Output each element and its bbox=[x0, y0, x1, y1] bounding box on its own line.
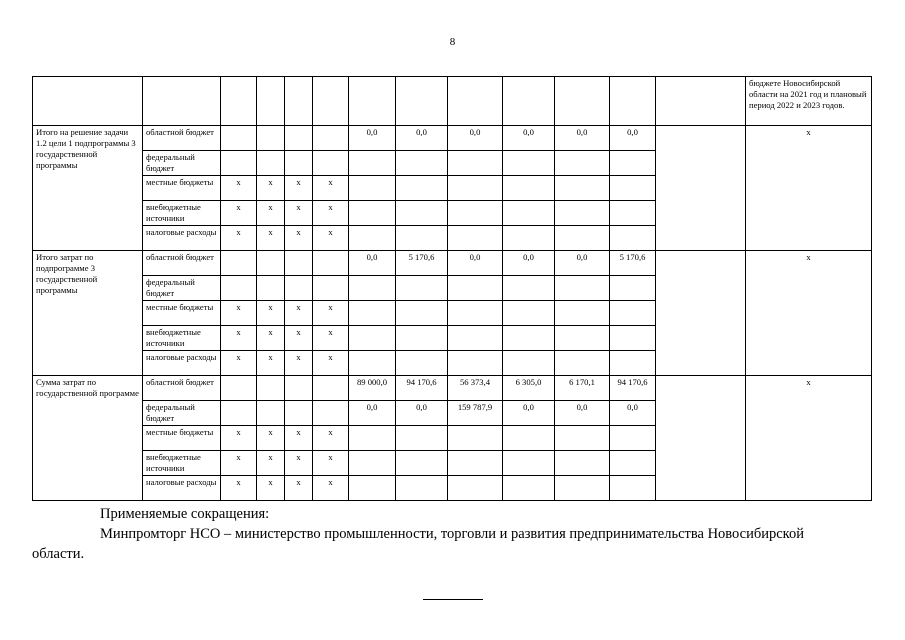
mark-cell: x bbox=[221, 326, 257, 351]
empty-cell bbox=[656, 251, 746, 376]
mark-cell: x bbox=[221, 426, 257, 451]
value-cell: 5 170,6 bbox=[610, 251, 656, 276]
mark-cell: x bbox=[221, 476, 257, 501]
group-label: Итого затрат по подпрограмме 3 государственной программы bbox=[33, 251, 143, 376]
mark-cell: x bbox=[313, 301, 349, 326]
value-cell bbox=[503, 301, 555, 326]
mark-cell: x bbox=[257, 451, 285, 476]
funding-source: областной бюджет bbox=[143, 376, 221, 401]
value-cell: 6 170,1 bbox=[555, 376, 610, 401]
value-cell: 159 787,9 bbox=[448, 401, 503, 426]
mark-cell: x bbox=[313, 176, 349, 201]
value-cell bbox=[349, 201, 396, 226]
value-cell bbox=[610, 351, 656, 376]
mark-cell: x bbox=[221, 351, 257, 376]
value-cell bbox=[555, 276, 610, 301]
value-cell bbox=[555, 226, 610, 251]
group-label: Сумма затрат по государственной программе bbox=[33, 376, 143, 501]
mark-cell bbox=[257, 126, 285, 151]
notes-line-2: области. bbox=[32, 546, 85, 562]
mark-cell bbox=[285, 126, 313, 151]
mark-cell: x bbox=[285, 451, 313, 476]
value-cell: 0,0 bbox=[349, 126, 396, 151]
value-cell bbox=[610, 301, 656, 326]
result-cell: x bbox=[746, 251, 872, 376]
value-cell bbox=[555, 326, 610, 351]
mark-cell: x bbox=[221, 451, 257, 476]
mark-cell: x bbox=[285, 201, 313, 226]
value-cell bbox=[448, 476, 503, 501]
value-cell bbox=[396, 426, 448, 451]
funding-source: налоговые расходы bbox=[143, 351, 221, 376]
value-cell bbox=[610, 451, 656, 476]
mark-cell bbox=[257, 251, 285, 276]
mark-cell: x bbox=[313, 451, 349, 476]
value-cell: 94 170,6 bbox=[396, 376, 448, 401]
mark-cell: x bbox=[285, 176, 313, 201]
value-cell: 89 000,0 bbox=[349, 376, 396, 401]
mark-cell: x bbox=[313, 426, 349, 451]
mark-cell: x bbox=[257, 426, 285, 451]
value-cell bbox=[448, 426, 503, 451]
mark-cell bbox=[285, 401, 313, 426]
mark-cell: x bbox=[221, 176, 257, 201]
value-cell bbox=[555, 426, 610, 451]
funding-source: федеральный бюджет bbox=[143, 151, 221, 176]
mark-cell: x bbox=[257, 476, 285, 501]
value-cell bbox=[448, 326, 503, 351]
header-note: бюджете Новосибирской области на 2021 год и плановый период 2022 и 2023 годов. bbox=[746, 77, 872, 126]
mark-cell bbox=[257, 276, 285, 301]
value-cell bbox=[349, 426, 396, 451]
value-cell bbox=[555, 451, 610, 476]
value-cell bbox=[610, 426, 656, 451]
value-cell: 56 373,4 bbox=[448, 376, 503, 401]
result-cell: x bbox=[746, 376, 872, 501]
value-cell bbox=[503, 326, 555, 351]
funding-source: внебюджетные источники bbox=[143, 451, 221, 476]
mark-cell bbox=[257, 401, 285, 426]
mark-cell: x bbox=[285, 326, 313, 351]
value-cell: 0,0 bbox=[503, 126, 555, 151]
mark-cell: x bbox=[285, 476, 313, 501]
value-cell: 0,0 bbox=[503, 401, 555, 426]
value-cell: 0,0 bbox=[349, 401, 396, 426]
value-cell: 0,0 bbox=[555, 251, 610, 276]
value-cell bbox=[349, 176, 396, 201]
table-row bbox=[33, 126, 872, 151]
funding-source: местные бюджеты bbox=[143, 426, 221, 451]
value-cell bbox=[448, 226, 503, 251]
value-cell bbox=[448, 301, 503, 326]
value-cell bbox=[349, 326, 396, 351]
mark-cell: x bbox=[221, 226, 257, 251]
funding-source: налоговые расходы bbox=[143, 476, 221, 501]
funding-source: местные бюджеты bbox=[143, 301, 221, 326]
value-cell bbox=[396, 451, 448, 476]
group-label: Итого на решение задачи 1.2 цели 1 подпрограммы 3 государственной программы bbox=[33, 126, 143, 251]
value-cell bbox=[503, 426, 555, 451]
mark-cell: x bbox=[257, 201, 285, 226]
mark-cell: x bbox=[257, 176, 285, 201]
value-cell bbox=[448, 151, 503, 176]
value-cell bbox=[448, 201, 503, 226]
value-cell: 0,0 bbox=[555, 401, 610, 426]
funding-source: местные бюджеты bbox=[143, 176, 221, 201]
value-cell: 0,0 bbox=[610, 401, 656, 426]
mark-cell bbox=[221, 276, 257, 301]
mark-cell bbox=[313, 151, 349, 176]
mark-cell bbox=[221, 376, 257, 401]
value-cell bbox=[396, 201, 448, 226]
mark-cell: x bbox=[285, 301, 313, 326]
abbreviations-notes bbox=[32, 504, 877, 564]
value-cell bbox=[503, 151, 555, 176]
page-number: 8 bbox=[449, 36, 456, 48]
value-cell bbox=[448, 176, 503, 201]
mark-cell bbox=[285, 276, 313, 301]
value-cell bbox=[396, 276, 448, 301]
value-cell bbox=[448, 351, 503, 376]
value-cell: 6 305,0 bbox=[503, 376, 555, 401]
result-cell: x bbox=[746, 126, 872, 251]
mark-cell: x bbox=[313, 226, 349, 251]
mark-cell: x bbox=[285, 351, 313, 376]
mark-cell bbox=[285, 151, 313, 176]
table-row bbox=[33, 376, 872, 401]
value-cell bbox=[610, 176, 656, 201]
mark-cell bbox=[221, 151, 257, 176]
value-cell bbox=[503, 451, 555, 476]
value-cell bbox=[349, 151, 396, 176]
value-cell: 94 170,6 bbox=[610, 376, 656, 401]
value-cell: 5 170,6 bbox=[396, 251, 448, 276]
empty-cell bbox=[656, 376, 746, 501]
value-cell: 0,0 bbox=[448, 251, 503, 276]
mark-cell bbox=[221, 251, 257, 276]
value-cell bbox=[503, 276, 555, 301]
mark-cell: x bbox=[285, 226, 313, 251]
funding-source: внебюджетные источники bbox=[143, 201, 221, 226]
table-header-row bbox=[33, 77, 872, 126]
value-cell bbox=[396, 301, 448, 326]
mark-cell bbox=[313, 276, 349, 301]
value-cell bbox=[349, 226, 396, 251]
value-cell bbox=[349, 351, 396, 376]
value-cell bbox=[503, 201, 555, 226]
mark-cell bbox=[285, 251, 313, 276]
mark-cell: x bbox=[313, 351, 349, 376]
value-cell bbox=[610, 201, 656, 226]
value-cell bbox=[555, 476, 610, 501]
value-cell bbox=[349, 476, 396, 501]
value-cell bbox=[396, 326, 448, 351]
value-cell: 0,0 bbox=[349, 251, 396, 276]
value-cell: 0,0 bbox=[610, 126, 656, 151]
notes-heading: Применяемые сокращения: bbox=[100, 506, 270, 522]
value-cell bbox=[503, 176, 555, 201]
value-cell bbox=[610, 276, 656, 301]
empty-cell bbox=[656, 126, 746, 251]
value-cell bbox=[349, 301, 396, 326]
value-cell bbox=[555, 176, 610, 201]
value-cell bbox=[555, 151, 610, 176]
mark-cell bbox=[257, 376, 285, 401]
funding-source: областной бюджет bbox=[143, 126, 221, 151]
notes-line-1: Минпромторг НСО – министерство промышленности, торговли и развития предпринимательства Новосибирской bbox=[100, 526, 805, 542]
mark-cell: x bbox=[221, 301, 257, 326]
value-cell bbox=[503, 476, 555, 501]
value-cell bbox=[503, 351, 555, 376]
value-cell bbox=[396, 151, 448, 176]
funding-source: налоговые расходы bbox=[143, 226, 221, 251]
mark-cell bbox=[313, 376, 349, 401]
value-cell bbox=[396, 176, 448, 201]
value-cell bbox=[610, 151, 656, 176]
value-cell: 0,0 bbox=[448, 126, 503, 151]
value-cell: 0,0 bbox=[396, 401, 448, 426]
mark-cell: x bbox=[257, 326, 285, 351]
value-cell bbox=[555, 351, 610, 376]
value-cell bbox=[610, 326, 656, 351]
value-cell bbox=[349, 451, 396, 476]
value-cell bbox=[555, 201, 610, 226]
mark-cell: x bbox=[257, 351, 285, 376]
value-cell bbox=[396, 351, 448, 376]
mark-cell bbox=[257, 151, 285, 176]
value-cell bbox=[448, 276, 503, 301]
value-cell: 0,0 bbox=[555, 126, 610, 151]
funding-source: федеральный бюджет bbox=[143, 401, 221, 426]
mark-cell: x bbox=[313, 326, 349, 351]
footer-rule bbox=[423, 599, 483, 600]
value-cell: 0,0 bbox=[503, 251, 555, 276]
value-cell bbox=[349, 276, 396, 301]
mark-cell: x bbox=[313, 476, 349, 501]
value-cell bbox=[555, 301, 610, 326]
value-cell bbox=[610, 476, 656, 501]
mark-cell: x bbox=[313, 201, 349, 226]
mark-cell bbox=[221, 126, 257, 151]
mark-cell: x bbox=[257, 301, 285, 326]
mark-cell: x bbox=[257, 226, 285, 251]
value-cell bbox=[448, 451, 503, 476]
mark-cell bbox=[313, 126, 349, 151]
funding-source: областной бюджет bbox=[143, 251, 221, 276]
budget-table bbox=[32, 76, 872, 501]
table-row bbox=[33, 251, 872, 276]
value-cell bbox=[396, 476, 448, 501]
mark-cell bbox=[313, 401, 349, 426]
value-cell: 0,0 bbox=[396, 126, 448, 151]
funding-source: федеральный бюджет bbox=[143, 276, 221, 301]
funding-source: внебюджетные источники bbox=[143, 326, 221, 351]
mark-cell bbox=[313, 251, 349, 276]
mark-cell: x bbox=[221, 201, 257, 226]
mark-cell bbox=[221, 401, 257, 426]
value-cell bbox=[610, 226, 656, 251]
value-cell bbox=[503, 226, 555, 251]
mark-cell bbox=[285, 376, 313, 401]
mark-cell: x bbox=[285, 426, 313, 451]
value-cell bbox=[396, 226, 448, 251]
